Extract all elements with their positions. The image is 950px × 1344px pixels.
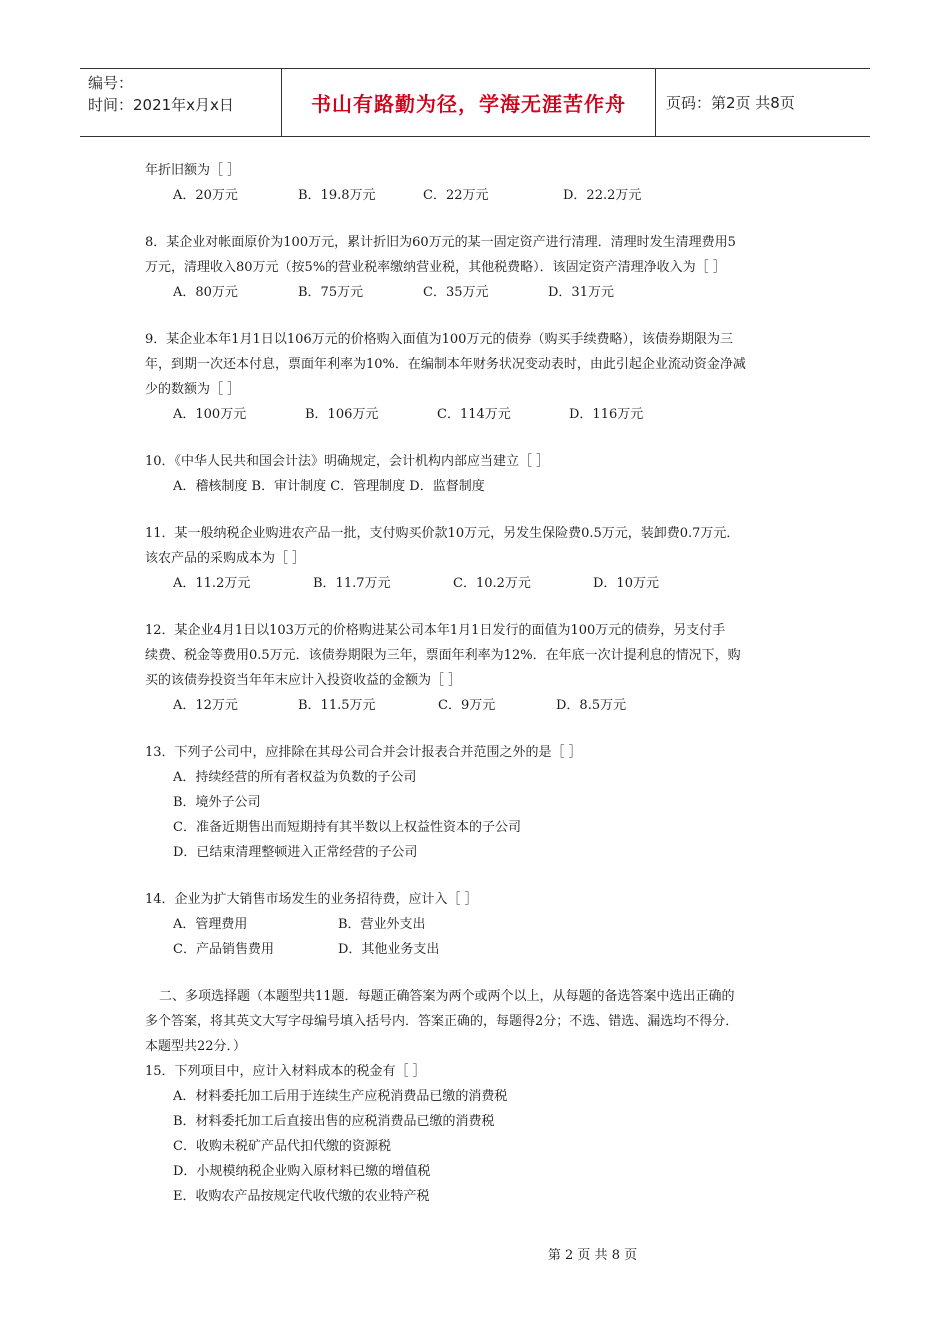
option: B．11.5万元 — [298, 698, 376, 713]
option: C．22万元 — [423, 188, 489, 203]
question-13-line: 13．下列子公司中，应排除在其母公司合并会计报表合并范围之外的是［ ］ — [145, 745, 582, 760]
option: A．11.2万元 — [173, 576, 251, 591]
question-9-line: 少的数额为［ ］ — [145, 382, 241, 397]
option: D．其他业务支出 — [338, 942, 440, 957]
option: B．75万元 — [298, 285, 364, 300]
question-12-line: 12．某企业4月1日以103万元的价格购进某公司本年1月1日发行的面值为100万元的债券，另支付手 — [145, 623, 726, 638]
motto: 书山有路勤为径，学海无涯苦作舟 — [281, 69, 656, 136]
question-11-line: 该农产品的采购成本为［ ］ — [145, 551, 306, 566]
time-label: 时间：2021年x月x日 — [88, 96, 234, 114]
section-2-heading: 二、多项选择题（本题型共11题．每题正确答案为两个或两个以上，从每题的备选答案中选出正确的 — [159, 989, 735, 1004]
question-9-options — [145, 402, 825, 427]
option: B．11.7万元 — [313, 576, 391, 591]
section-2-line: 多个答案，将其英文大写字母编号填入括号内．答案正确的，每题得2分；不选、错选、漏选均不得分． — [145, 1014, 739, 1029]
option: A．80万元 — [173, 285, 238, 300]
option: A．20万元 — [173, 188, 238, 203]
page-footer: 第 2 页 共 8 页 — [547, 1248, 638, 1263]
question-12-line: 买的该债券投资当年年末应计入投资收益的金额为［ ］ — [145, 673, 462, 688]
question-12-line: 续费、税金等费用0.5万元．该债券期限为三年，票面年利率为12%．在年底一次计提利息的情况下，购 — [145, 648, 741, 663]
option: D．116万元 — [569, 407, 644, 422]
question-10-line: 10．《中华人民共和国会计法》明确规定，会计机构内部应当建立［ ］ — [145, 454, 550, 469]
option: C．收购未税矿产品代扣代缴的资源税 — [173, 1139, 391, 1154]
option: D．8.5万元 — [556, 698, 627, 713]
option: C．准备近期售出而短期持有其半数以上权益性资本的子公司 — [173, 820, 521, 835]
section-2-line: 本题型共22分．） — [145, 1039, 247, 1054]
option: A．材料委托加工后用于连续生产应税消费品已缴的消费税 — [173, 1089, 508, 1104]
option: C．35万元 — [423, 285, 489, 300]
page-info: 页码：第2页 共8页 — [666, 94, 795, 112]
option: C．10.2万元 — [453, 576, 531, 591]
question-14-options-row — [145, 912, 825, 937]
option: A．100万元 — [173, 407, 247, 422]
option: D．已结束清理整顿进入正常经营的子公司 — [173, 845, 418, 860]
question-8-line: 8．某企业对帐面原价为100万元，累计折旧为60万元的某一固定资产进行清理．清理时发生清理费用5 — [145, 235, 736, 250]
question-11-options — [145, 571, 825, 596]
question-14-line: 14．企业为扩大销售市场发生的业务招待费，应计入［ ］ — [145, 892, 478, 907]
question-15-line: 15．下列项目中，应计入材料成本的税金有［ ］ — [145, 1064, 426, 1079]
question-10-options: A．稽核制度 B．审计制度 C．管理制度 D．监督制度 — [173, 479, 485, 494]
question-8-line: 万元，清理收入80万元（按5%的营业税率缴纳营业税，其他税费略）．该固定资产清理净收入为［ ］ — [145, 260, 726, 275]
option: B．营业外支出 — [338, 917, 426, 932]
option: B．境外子公司 — [173, 795, 261, 810]
option: B．材料委托加工后直接出售的应税消费品已缴的消费税 — [173, 1114, 495, 1129]
question-8-options — [145, 280, 825, 305]
option: E．收购农产品按规定代收代缴的农业特产税 — [173, 1189, 430, 1204]
code-label: 编号： — [88, 74, 134, 92]
option: D．22.2万元 — [563, 188, 642, 203]
option: A．管理费用 — [173, 917, 248, 932]
option: A．持续经营的所有者权益为负数的子公司 — [173, 770, 417, 785]
option: C．产品销售费用 — [173, 942, 274, 957]
question-14-options-row — [145, 937, 825, 962]
option: C．114万元 — [437, 407, 511, 422]
option: A．12万元 — [173, 698, 238, 713]
question-7-tail: 年折旧额为［ ］ — [145, 163, 241, 178]
option: C．9万元 — [438, 698, 496, 713]
question-12-options — [145, 693, 825, 718]
question-9-line: 年，到期一次还本付息，票面年利率为10%．在编制本年财务状况变动表时，由此引起企业流动资金净减 — [145, 357, 746, 372]
option: B．106万元 — [305, 407, 379, 422]
page-header — [80, 68, 870, 137]
option: D．10万元 — [593, 576, 659, 591]
question-9-line: 9．某企业本年1月1日以106万元的价格购入面值为100万元的债券（购买手续费略），该债券期限为三 — [145, 332, 733, 347]
option: D．31万元 — [548, 285, 614, 300]
header-meta — [80, 69, 281, 136]
option: B．19.8万元 — [298, 188, 376, 203]
question-11-line: 11．某一般纳税企业购进农产品一批，支付购买价款10万元，另发生保险费0.5万元，装卸费0.7万元． — [145, 526, 740, 541]
option: D．小规模纳税企业购入原材料已缴的增值税 — [173, 1164, 431, 1179]
question-7-options — [145, 183, 825, 208]
document-body — [145, 158, 825, 1209]
